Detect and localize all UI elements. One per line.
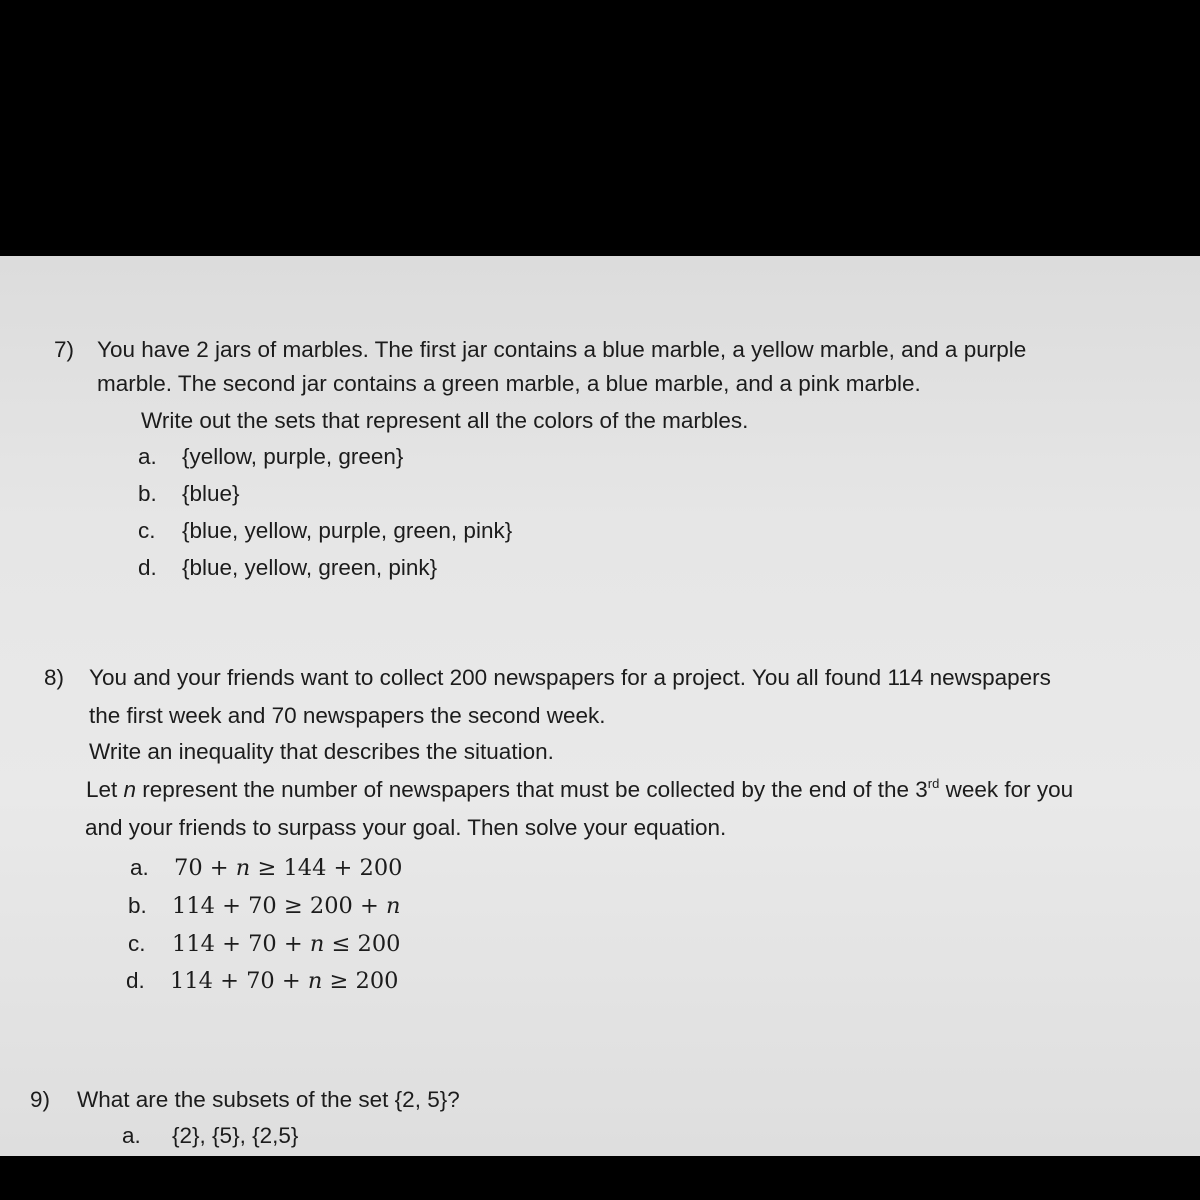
variable-n: n bbox=[123, 777, 137, 802]
answer-option-a[interactable] bbox=[130, 850, 403, 886]
option-letter: d. bbox=[138, 555, 157, 580]
option-letter: a. bbox=[138, 444, 157, 469]
question-text-line: You and your friends want to collect 200 newspapers for a project. You all found 114 newspapers bbox=[89, 665, 1051, 690]
option-letter: a. bbox=[130, 855, 149, 880]
ordinal-suffix: rd bbox=[927, 776, 940, 791]
answer-option-c[interactable] bbox=[138, 513, 512, 549]
answer-option-c[interactable] bbox=[128, 926, 401, 962]
question-number: 7) bbox=[54, 337, 75, 362]
question-prompt: Write out the sets that represent all the colors of the marbles. bbox=[141, 408, 749, 433]
question-text-line: the first week and 70 newspapers the second week. bbox=[89, 703, 606, 728]
question-text-line: What are the subsets of the set {2, 5}? bbox=[77, 1087, 460, 1112]
worksheet-page bbox=[0, 256, 1200, 1156]
question-7 bbox=[54, 332, 1154, 592]
option-letter: c. bbox=[138, 518, 156, 543]
question-text-line: You have 2 jars of marbles. The first jar contains a blue marble, a yellow marble, and a purple bbox=[97, 337, 1027, 362]
question-9 bbox=[30, 1082, 930, 1156]
answer-option-d[interactable] bbox=[138, 550, 437, 586]
answer-option-d[interactable] bbox=[126, 963, 399, 999]
question-8 bbox=[44, 660, 1194, 1000]
question-number: 9) bbox=[30, 1087, 51, 1112]
text-fragment: week for you bbox=[939, 777, 1074, 802]
answer-option-a[interactable] bbox=[138, 439, 403, 475]
text-fragment: Let bbox=[86, 777, 124, 802]
answer-option-b[interactable] bbox=[128, 888, 401, 924]
option-letter: b. bbox=[128, 893, 147, 918]
option-text: {2}, {5}, {2,5} bbox=[172, 1123, 299, 1148]
option-text: {blue, yellow, green, pink} bbox=[182, 555, 438, 580]
option-inequality: 114 + 70 + n ≥ 200 bbox=[170, 968, 399, 994]
question-text-line: Write an inequality that describes the situation. bbox=[89, 739, 554, 764]
question-text-line bbox=[86, 772, 1073, 808]
option-inequality: 70 + n ≥ 144 + 200 bbox=[174, 855, 403, 881]
answer-option-a[interactable] bbox=[122, 1118, 298, 1154]
option-text: {yellow, purple, green} bbox=[182, 444, 404, 469]
option-letter: d. bbox=[126, 968, 145, 993]
option-letter: c. bbox=[128, 931, 146, 956]
option-inequality: 114 + 70 + n ≤ 200 bbox=[172, 931, 401, 957]
photo-border bbox=[0, 1156, 1200, 1200]
text-fragment: represent the number of newspapers that must be collected by the end of the 3 bbox=[136, 777, 928, 802]
question-text-line: and your friends to surpass your goal. Then solve your equation. bbox=[85, 815, 727, 840]
option-letter: a. bbox=[122, 1123, 141, 1148]
option-text: {blue} bbox=[182, 481, 240, 506]
option-text: {blue, yellow, purple, green, pink} bbox=[182, 518, 513, 543]
question-text-line: marble. The second jar contains a green marble, a blue marble, and a pink marble. bbox=[97, 371, 921, 396]
option-inequality: 114 + 70 ≥ 200 + n bbox=[172, 893, 401, 919]
question-number: 8) bbox=[44, 665, 65, 690]
option-letter: b. bbox=[138, 481, 157, 506]
answer-option-b[interactable] bbox=[138, 476, 240, 512]
